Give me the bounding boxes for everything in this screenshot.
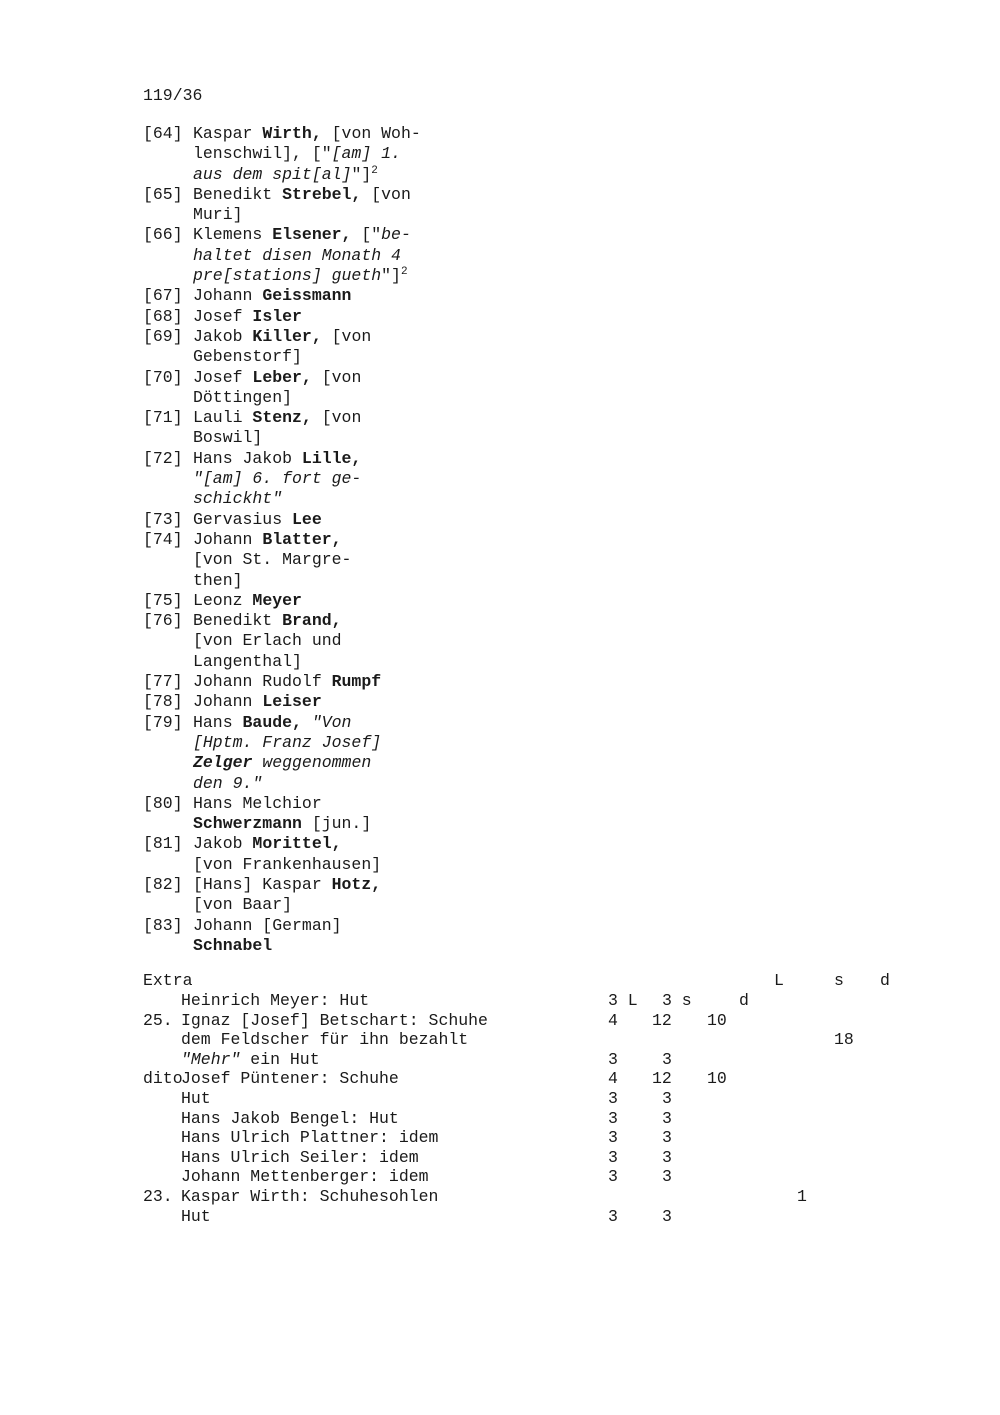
entry-text: [von xyxy=(311,367,362,387)
list-entry xyxy=(143,530,463,591)
entry-line xyxy=(193,469,463,489)
row-description: Heinrich Meyer: Hut xyxy=(181,991,370,1010)
entry-text: Muri] xyxy=(193,205,243,225)
entry-text: Benedikt xyxy=(193,184,283,204)
list-entry xyxy=(143,510,463,530)
entry-text: Wirth, xyxy=(262,124,322,143)
entry-text: [Hans] Kaspar xyxy=(193,874,332,894)
entry-text: haltet disen Monath 4 xyxy=(193,245,401,265)
entry-number: [67] xyxy=(143,286,183,306)
entry-text: Zelger xyxy=(193,753,253,773)
entry-text: aus dem spit[al] xyxy=(193,164,352,184)
entry-text: [jun.] xyxy=(301,814,372,834)
entry-number: [73] xyxy=(143,509,183,529)
list-entry xyxy=(143,916,463,957)
list-entry xyxy=(143,449,463,510)
row-description: Hans Ulrich Plattner: idem xyxy=(181,1128,439,1148)
entry-text: Jakob xyxy=(193,834,253,854)
entry-text: Langenthal] xyxy=(193,651,302,671)
entry-line xyxy=(193,428,463,448)
row-shillings: 3 xyxy=(662,1108,672,1128)
entry-line xyxy=(193,388,463,408)
row-prefix: 25. xyxy=(143,1010,173,1030)
entry-text: Döttingen] xyxy=(193,387,293,407)
entry-text: Morittel, xyxy=(252,834,342,854)
row-pounds: 3 xyxy=(608,1128,618,1148)
entry-text: Jakob xyxy=(193,326,253,346)
entry-line xyxy=(193,834,463,854)
entry-number: [78] xyxy=(143,692,183,712)
entry-text: Klemens xyxy=(193,225,273,245)
entry-text: then] xyxy=(193,570,243,590)
row-prefix: 23. xyxy=(143,1187,173,1206)
row-pounds: 3 xyxy=(608,1147,618,1167)
footnote-ref: 2 xyxy=(371,164,378,177)
entry-text: Kaspar xyxy=(193,124,263,143)
entry-line xyxy=(193,875,463,895)
entry-number: [71] xyxy=(143,408,183,428)
row-shillings: 3 s xyxy=(662,991,692,1010)
entry-line xyxy=(193,611,463,631)
entry-text: Rumpf xyxy=(331,672,382,692)
entry-text: Leonz xyxy=(193,590,253,610)
list-entry xyxy=(143,185,463,226)
entry-line xyxy=(193,753,463,773)
entry-line xyxy=(193,692,463,712)
entry-text: [Hptm. Franz Josef] xyxy=(193,732,382,752)
entry-line xyxy=(193,307,463,327)
soldier-list xyxy=(143,124,463,956)
entry-text: Johann xyxy=(193,529,263,549)
row-pounds: 4 xyxy=(608,1010,618,1030)
entry-number: [80] xyxy=(143,793,183,813)
row-description: ein Hut xyxy=(240,1049,320,1069)
row-pence: 10 xyxy=(707,1069,727,1089)
entry-text: [von Woh- xyxy=(321,124,421,143)
extra-heading: Extra xyxy=(143,971,193,990)
row-shillings: 3 xyxy=(662,1167,672,1187)
header-pence: d xyxy=(880,971,890,990)
row-desc-italic: "Mehr" xyxy=(181,1049,241,1069)
entry-text: Geissmann xyxy=(262,286,352,306)
entry-text: Lauli xyxy=(193,408,253,428)
entry-line xyxy=(193,794,463,814)
entry-text: Lee xyxy=(292,509,322,529)
entry-text: Hans Jakob xyxy=(193,448,302,468)
row-pounds: 4 xyxy=(608,1069,618,1089)
list-entry xyxy=(143,408,463,449)
entry-text: Leiser xyxy=(262,692,322,712)
list-entry xyxy=(143,286,463,306)
entry-line xyxy=(193,144,463,164)
list-entry xyxy=(143,672,463,692)
row-shillings: 3 xyxy=(662,1206,672,1226)
entry-line xyxy=(193,286,463,306)
entry-line xyxy=(193,347,463,367)
row-description: Hans Ulrich Seiler: idem xyxy=(181,1147,419,1167)
list-entry xyxy=(143,692,463,712)
entry-text: Baude, xyxy=(242,712,302,732)
entry-text: weggenommen xyxy=(252,753,372,773)
row-prefix: dito xyxy=(143,1069,183,1089)
entry-line xyxy=(193,489,463,509)
row-description: Ignaz [Josef] Betschart: Schuhe xyxy=(181,1010,488,1030)
entry-number: [74] xyxy=(143,529,183,549)
entry-number: [79] xyxy=(143,712,183,732)
row-extra-value: 1 xyxy=(797,1187,807,1206)
entry-text: Josef xyxy=(193,367,253,387)
entry-text: "[am] 6. fort ge- xyxy=(193,469,362,489)
entry-line xyxy=(193,733,463,753)
entry-number: [72] xyxy=(143,448,183,468)
list-entry xyxy=(143,794,463,835)
entry-text: Hans Melchior xyxy=(193,793,322,813)
entry-number: [65] xyxy=(143,184,183,204)
row-shillings: 3 xyxy=(662,1128,672,1148)
entry-text: Blatter, xyxy=(262,529,342,549)
entry-line xyxy=(193,530,463,550)
entry-line xyxy=(193,591,463,611)
entry-number: [64] xyxy=(143,124,183,143)
entry-line xyxy=(193,205,463,225)
list-entry xyxy=(143,124,463,185)
list-entry xyxy=(143,834,463,875)
entry-line xyxy=(193,631,463,651)
entry-text: den 9." xyxy=(193,773,263,793)
entry-number: [69] xyxy=(143,326,183,346)
entry-line xyxy=(193,855,463,875)
page-number: 119/36 xyxy=(143,86,203,105)
row-pounds: 3 L xyxy=(608,991,638,1010)
row-description: dem Feldscher für ihn bezahlt xyxy=(181,1030,469,1050)
list-entry xyxy=(143,225,463,286)
entry-line xyxy=(193,225,463,245)
entry-text: "] xyxy=(381,266,401,286)
entry-text: [am] 1. xyxy=(331,144,401,164)
entry-line xyxy=(193,652,463,672)
footnote-ref: 2 xyxy=(400,266,408,279)
entry-line xyxy=(193,571,463,591)
entry-line xyxy=(193,672,463,692)
entry-number: [70] xyxy=(143,367,183,387)
row-shillings: 12 xyxy=(652,1010,672,1030)
entry-text: [von Baar] xyxy=(193,895,293,915)
entry-line xyxy=(193,774,463,794)
list-entry xyxy=(143,875,463,916)
entry-text: pre[stations] gueth xyxy=(193,266,382,286)
row-pounds: 3 xyxy=(608,1206,618,1226)
entry-text: Hotz, xyxy=(331,874,382,894)
row-pounds: 3 xyxy=(608,1049,618,1069)
entry-text: [von xyxy=(361,184,411,204)
entry-text: Johann xyxy=(193,286,263,306)
entry-line xyxy=(193,449,463,469)
entry-line xyxy=(193,266,463,286)
entry-text: [von St. Margre- xyxy=(193,550,352,570)
entry-number: [82] xyxy=(143,874,183,894)
header-shillings: s xyxy=(834,971,844,990)
entry-line xyxy=(193,550,463,570)
entry-line xyxy=(193,368,463,388)
row-description: Hut xyxy=(181,1206,211,1226)
entry-number: [83] xyxy=(143,915,183,935)
entry-line xyxy=(193,814,463,834)
list-entry xyxy=(143,713,463,794)
entry-text: Gebenstorf] xyxy=(193,347,302,367)
row-shillings: 12 xyxy=(652,1069,672,1089)
row-extra-value: 18 xyxy=(834,1030,854,1050)
entry-line xyxy=(193,510,463,530)
row-pounds: 3 xyxy=(608,1167,618,1187)
entry-number: [77] xyxy=(143,672,183,692)
entry-text: [von xyxy=(311,408,362,428)
entry-text: Isler xyxy=(252,306,302,326)
list-entry xyxy=(143,591,463,611)
entry-text: [von xyxy=(321,326,372,346)
entry-line xyxy=(193,124,463,144)
entry-text: Josef xyxy=(193,306,253,326)
row-pence: 10 xyxy=(707,1010,727,1030)
entry-text: lenschwil], [" xyxy=(193,144,332,164)
entry-text: Schnabel xyxy=(193,935,273,955)
entry-number: [81] xyxy=(143,834,183,854)
list-entry xyxy=(143,368,463,409)
entry-line xyxy=(193,936,463,956)
entry-text: Johann Rudolf xyxy=(193,672,332,692)
entry-text: Gervasius xyxy=(193,509,293,529)
entry-text: "] xyxy=(351,164,372,184)
entry-line xyxy=(193,408,463,428)
list-entry xyxy=(143,611,463,672)
row-description: Johann Mettenberger: idem xyxy=(181,1167,429,1187)
entry-line xyxy=(193,895,463,915)
entry-text: Schwerzmann xyxy=(193,814,302,834)
row-pounds: 3 xyxy=(608,1108,618,1128)
entry-text: Leber, xyxy=(252,367,312,387)
row-description: Hut xyxy=(181,1089,211,1108)
row-shillings: 3 xyxy=(662,1089,672,1108)
entry-text: [von Erlach und xyxy=(193,631,342,651)
entry-text: Lille, xyxy=(301,448,362,468)
row-pence: d xyxy=(739,991,749,1010)
entry-line xyxy=(193,185,463,205)
entry-text: be- xyxy=(381,225,411,245)
row-shillings: 3 xyxy=(662,1049,672,1069)
entry-line xyxy=(193,327,463,347)
entry-number: [68] xyxy=(143,306,183,326)
row-pounds: 3 xyxy=(608,1089,618,1108)
entry-line xyxy=(193,165,463,185)
entry-text: Brand, xyxy=(282,611,342,631)
entry-number: [75] xyxy=(143,590,183,610)
entry-text: Johann [German] xyxy=(193,915,342,935)
entry-text: [von Frankenhausen] xyxy=(193,854,382,874)
row-description: Kaspar Wirth: Schuhesohlen xyxy=(181,1187,439,1206)
entry-text: "Von xyxy=(301,712,352,732)
entry-text: Stenz, xyxy=(252,408,312,428)
row-description: Josef Püntener: Schuhe xyxy=(181,1069,399,1089)
entry-text: Elsener, xyxy=(272,225,352,245)
header-pounds: L xyxy=(774,971,784,990)
row-shillings: 3 xyxy=(662,1147,672,1167)
entry-text: Johann xyxy=(193,692,263,712)
entry-number: [76] xyxy=(143,611,183,631)
entry-line xyxy=(193,916,463,936)
list-entry xyxy=(143,327,463,368)
entry-line xyxy=(193,713,463,733)
list-entry xyxy=(143,307,463,327)
entry-text: Meyer xyxy=(252,590,302,610)
entry-text: Strebel, xyxy=(282,184,362,204)
entry-text: Benedikt xyxy=(193,611,283,631)
entry-text: Hans xyxy=(193,712,243,732)
row-description: Hans Jakob Bengel: Hut xyxy=(181,1108,399,1128)
entry-line xyxy=(193,246,463,266)
entry-number: [66] xyxy=(143,225,183,245)
entry-text: Killer, xyxy=(252,326,322,346)
entry-text: schickht" xyxy=(193,489,283,509)
entry-text: Boswil] xyxy=(193,428,263,448)
entry-text: [" xyxy=(351,225,382,245)
